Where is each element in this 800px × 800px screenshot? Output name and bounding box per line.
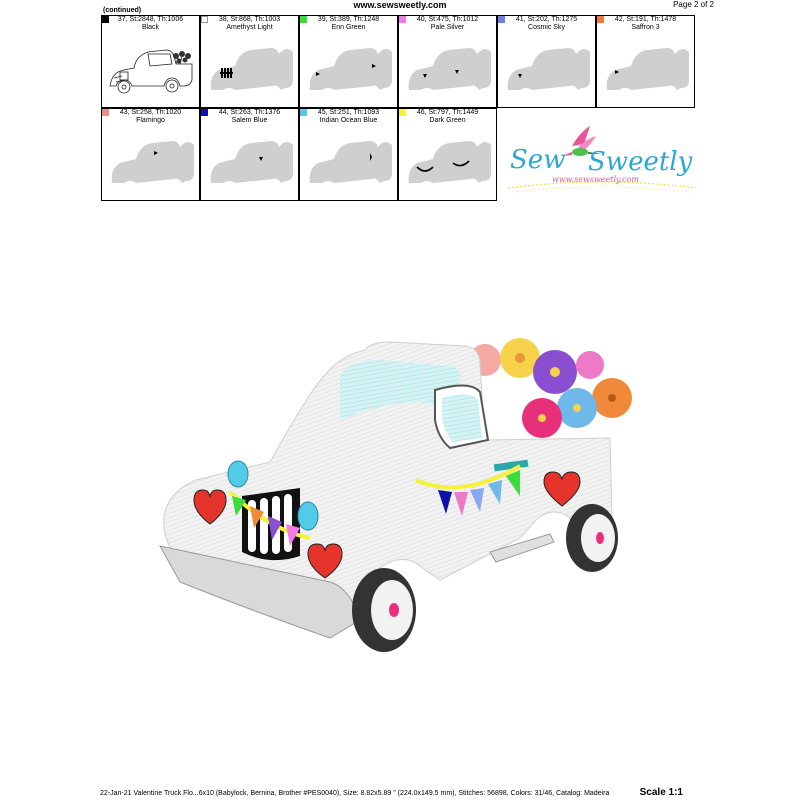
color-caption: [102, 16, 199, 31]
logo-url: www.sewsweetly.com: [552, 175, 639, 184]
color-cell: [200, 15, 299, 108]
color-caption: [597, 16, 694, 31]
color-name: Indian Ocean Blue: [319, 116, 378, 124]
color-cell: [101, 15, 200, 108]
svg-text:Sweetly: Sweetly: [588, 147, 693, 177]
footer-info: 22-Jan-21 Valentine Truck Flo...6x10 (Babylock, Bernina, Brother #PES0040), Size: 8.82x5.89 " (224.0x149.5 mm), Stitches: 56898, Colors: 31/46, Catalog: Madeira: [100, 790, 610, 797]
color-info: 39, St:389, Th:1248: [317, 16, 380, 23]
continued-label: (continued): [103, 7, 142, 14]
wheel-rear: [566, 504, 618, 572]
color-info: 43, St:258, Th:1020: [119, 109, 182, 116]
color-cell: [398, 15, 497, 108]
color-caption: [201, 109, 298, 124]
color-caption: [300, 16, 397, 31]
color-info: 42, St:191, Th:1478: [614, 16, 677, 23]
svg-text:Sew: Sew: [510, 145, 566, 175]
page-number: Page 2 of 2: [673, 0, 714, 9]
color-cell: [299, 108, 398, 201]
color-info: 38, St:868, Th:1003: [218, 16, 281, 23]
site-url[interactable]: www.sewsweetly.com: [353, 0, 447, 10]
color-caption: [399, 16, 496, 31]
truck-embroidery-design: [150, 320, 660, 665]
color-name: Salem Blue: [231, 116, 268, 124]
color-info: 44, St:263, Th:1376: [218, 109, 281, 116]
color-name: Black: [141, 23, 160, 31]
color-name: Saffron 3: [631, 23, 660, 31]
truck-silhouette-thumbnail: [205, 127, 295, 197]
color-info: 45, St:251, Th:1093: [317, 109, 380, 116]
color-caption: [102, 109, 199, 124]
color-name: Flamingo: [136, 116, 165, 124]
scale-label: Scale 1:1: [639, 787, 683, 798]
truck-silhouette-thumbnail: [304, 34, 394, 104]
color-name: Dark Green: [429, 116, 466, 124]
color-name: Cosmic Sky: [528, 23, 565, 31]
sew-sweetly-logo[interactable]: [500, 118, 700, 198]
color-cell: [497, 15, 596, 108]
color-cell: [101, 108, 200, 201]
color-cell: [299, 15, 398, 108]
truck-silhouette-thumbnail: [205, 34, 295, 104]
color-info: 40, St:475, Th:1012: [416, 16, 479, 23]
truck-silhouette-thumbnail: [403, 127, 493, 197]
truck-silhouette-thumbnail: [304, 127, 394, 197]
color-name: Amethyst Light: [226, 23, 273, 31]
color-caption: [201, 16, 298, 31]
truck-silhouette-thumbnail: [502, 34, 592, 104]
color-cell: [200, 108, 299, 201]
color-info: 41, St:202, Th:1275: [515, 16, 578, 23]
color-cell: [398, 108, 497, 201]
truck-silhouette-thumbnail: [106, 127, 196, 197]
truck-outline-thumbnail: [106, 34, 196, 104]
color-name: Enn Green: [331, 23, 366, 31]
color-info: 37, St:2848, Th:1006: [117, 16, 184, 23]
flower-cluster: [469, 338, 632, 438]
truck-silhouette-thumbnail: [403, 34, 493, 104]
color-caption: [300, 109, 397, 124]
truck-silhouette-thumbnail: [601, 34, 691, 104]
color-cell: [596, 15, 695, 108]
color-name: Pale Silver: [430, 23, 465, 31]
color-info: 46, St:797, Th:1449: [416, 109, 479, 116]
color-caption: [399, 109, 496, 124]
wheel-front: [352, 568, 416, 652]
color-caption: [498, 16, 595, 31]
